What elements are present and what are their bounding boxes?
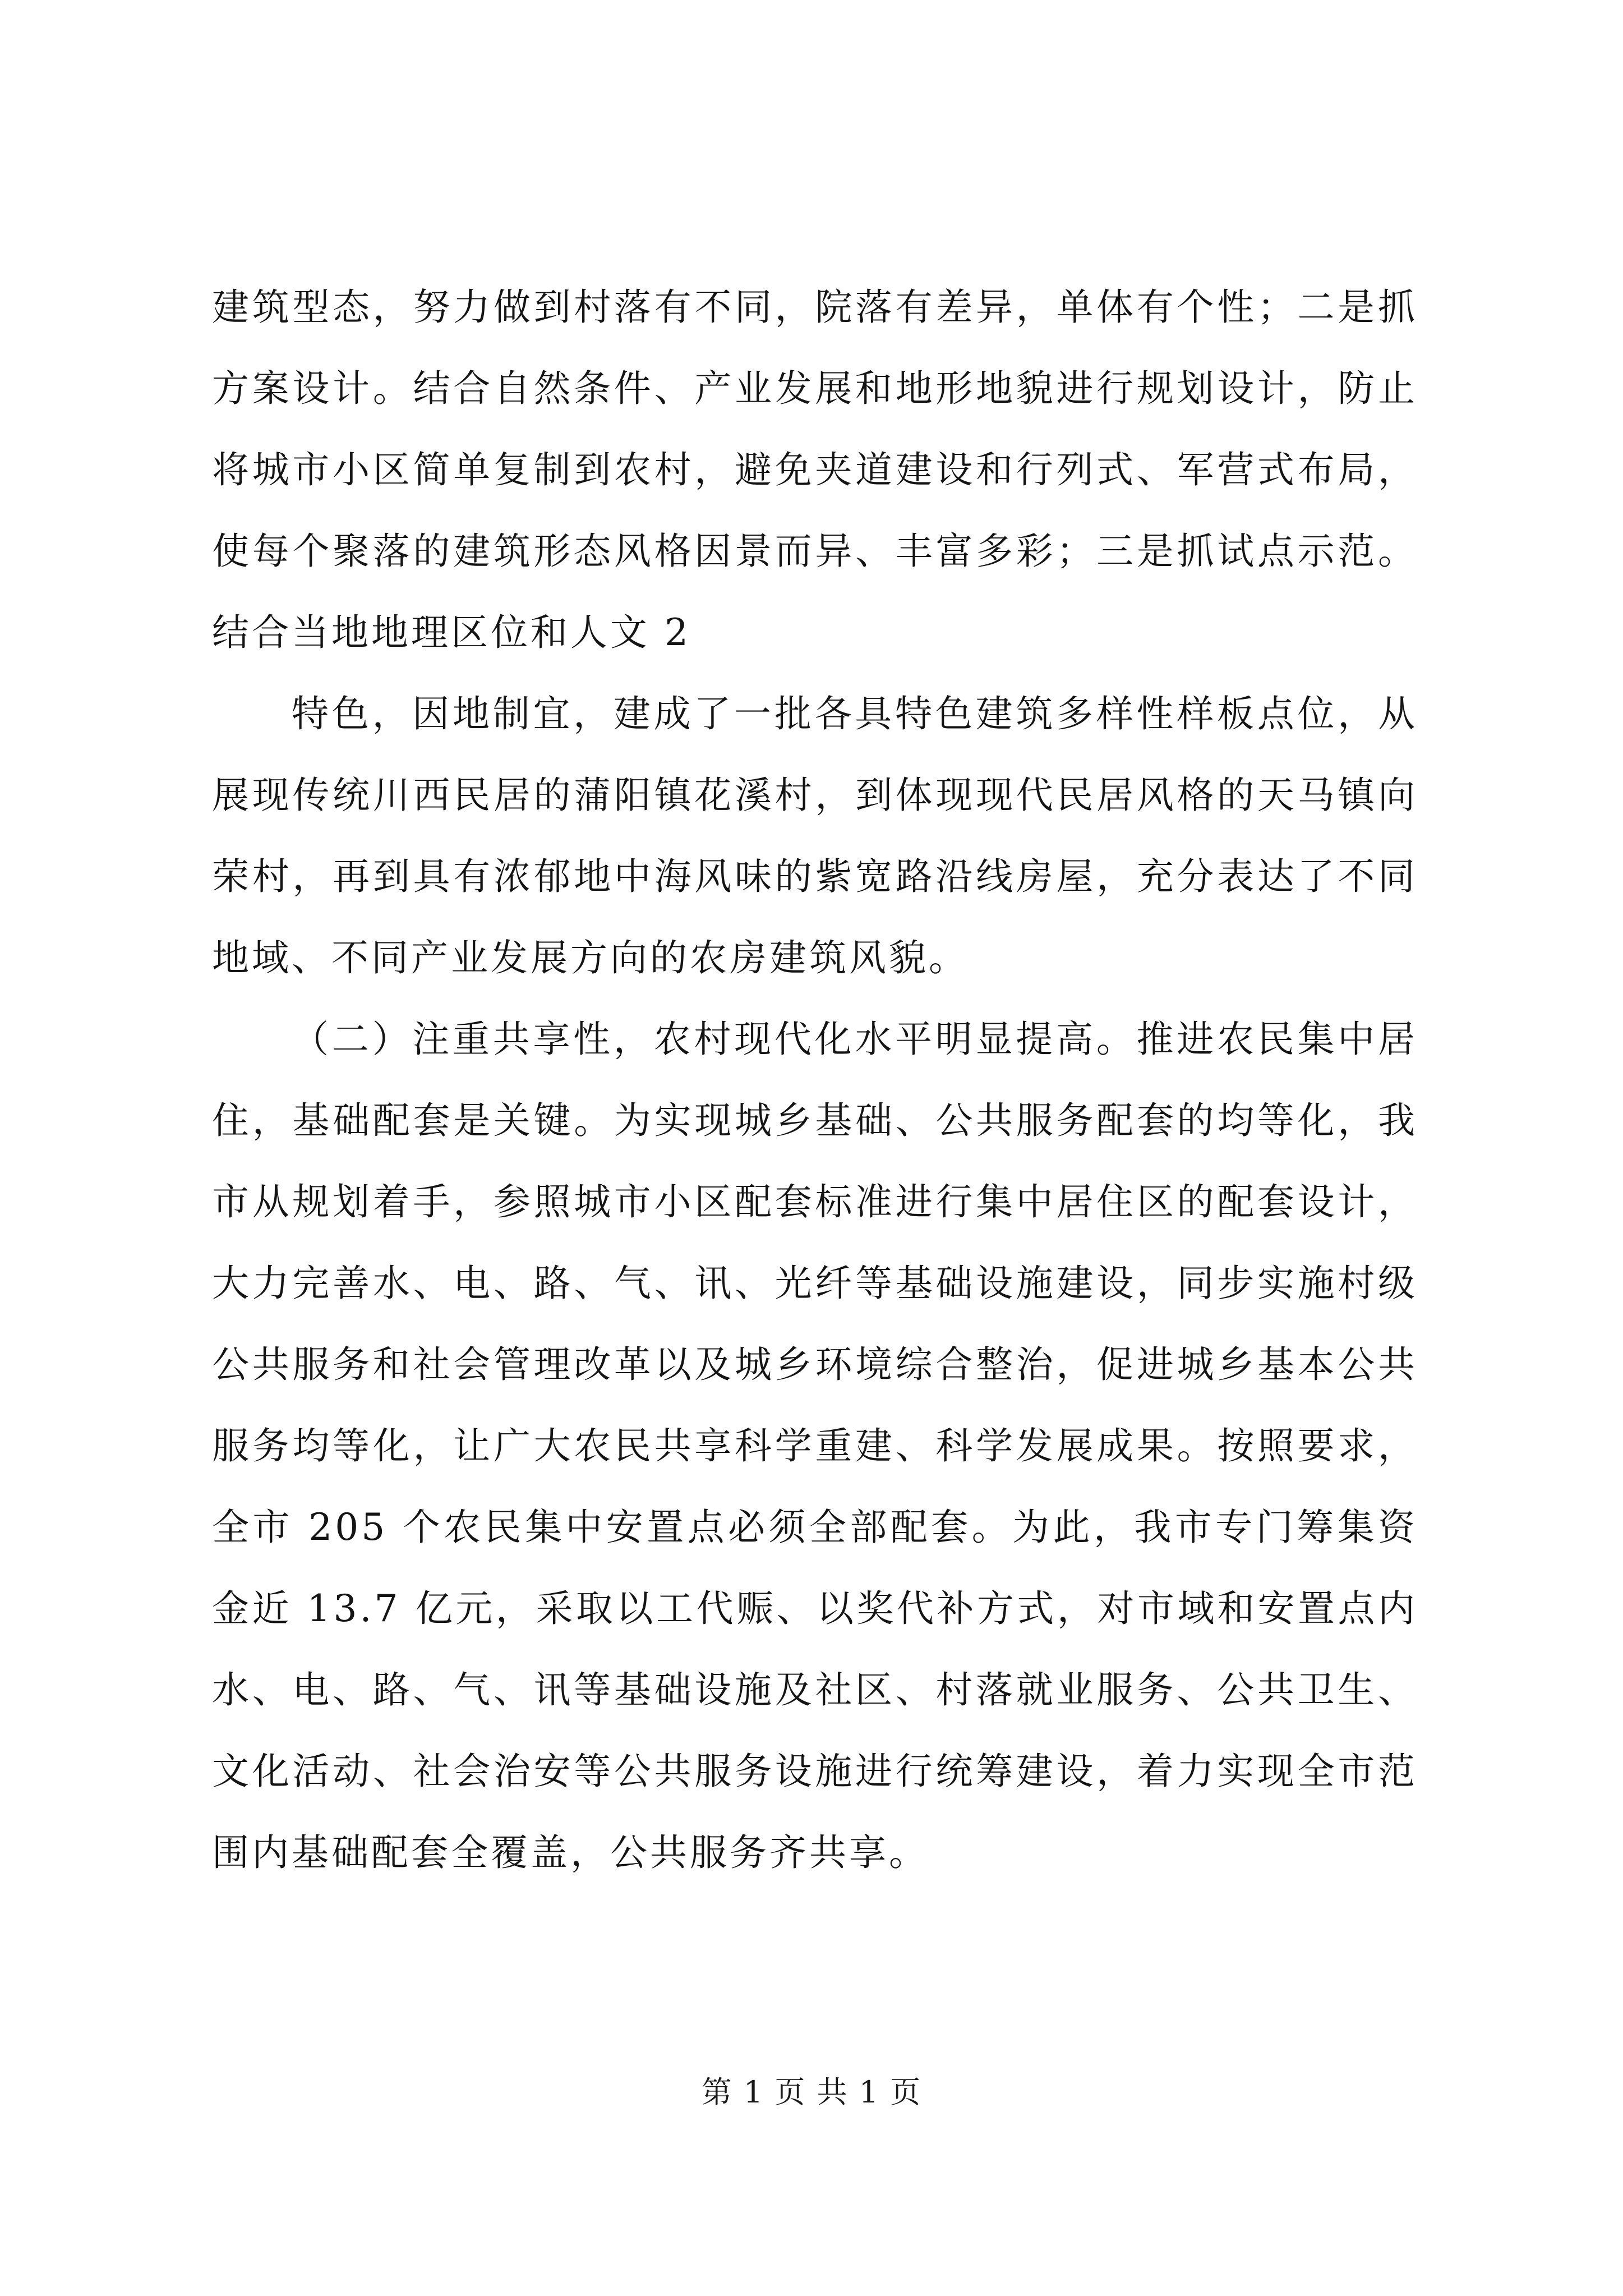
page-footer: 第 1 页 共 1 页 — [701, 2074, 922, 2110]
paragraph-2: 特色，因地制宜，建成了一批各具特色建筑多样性样板点位，从展现传统川西民居的蒲阳镇花溪村，到体现现代民居风格的天马镇向荣村，再到具有浓郁地中海风味的紫宽路沿线房屋，充分表达了不同地域、不同产业发展方向的农房建筑风貌。 — [212, 692, 1418, 979]
paragraph-1: 建筑型态，努力做到村落有不同，院落有差异，单体有个性；二是抓方案设计。结合自然条件、产业发展和地形地貌进行规划设计，防止将城市小区简单复制到农村，避免夹道建设和行列式、军营式布局，使每个聚落的建筑形态风格因景而异、丰富多彩；三是抓试点示范。结合当地地理区位和人文 2 — [212, 286, 1418, 654]
paragraph-3: （二）注重共享性，农村现代化水平明显提高。推进农民集中居住，基础配套是关键。为实现城乡基础、公共服务配套的均等化，我市从规划着手，参照城市小区配套标准进行集中居住区的配套设计，大力完善水、电、路、气、讯、光纤等基础设施建设，同步实施村级公共服务和社会管理改革以及城乡环境综合整治，促进城乡基本公共服务均等化，让广大农民共享科学重建、科学发展成果。按照要求，全市 205 个农民集中安置点必须全部配套。为此，我市专门筹集资金近 13.7 亿元，采取以工代赈、以奖代补方式，对市域和安置点内水、电、路、气、讯等基础设施及社区、村落就业服务、公共卫生、文化活动、社会治安等公共服务设施进行统筹建设，着力实现全市范围内基础配套全覆盖，公共服务齐共享。 — [212, 1018, 1418, 1874]
document-body — [212, 266, 1418, 1893]
